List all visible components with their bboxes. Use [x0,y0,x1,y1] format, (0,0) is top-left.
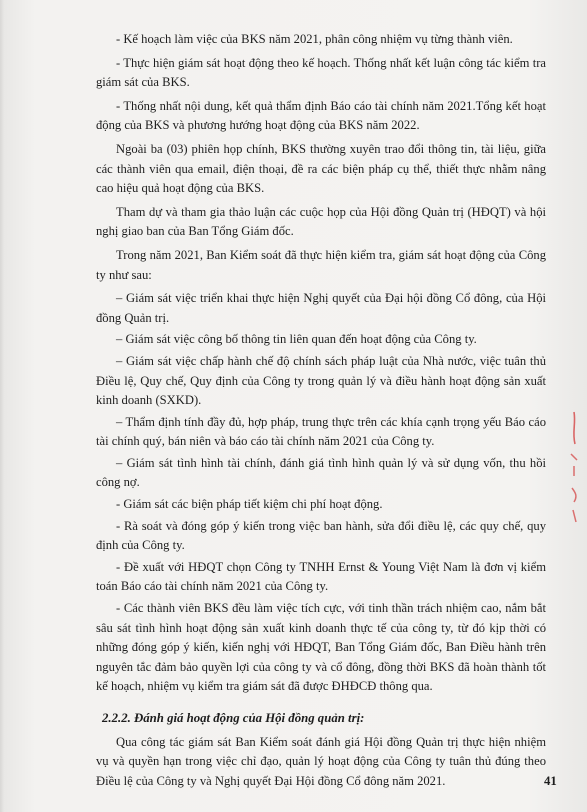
red-stamp-mark [566,410,584,530]
paragraph: Ngoài ba (03) phiên họp chính, BKS thường xuyên trao đổi thông tin, tài liệu, giữa các thành viên qua email, điện thoại, đề ra các biện pháp cụ thể, thiết thực nhằm nâng cao hiệu quả hoạt động của BKS. [96,141,546,196]
paragraph: - Giám sát các biện pháp tiết kiệm chi phí hoạt động. [116,497,383,512]
paragraph: – Giám sát tình hình tài chính, đánh giá tình hình quản lý và sử dụng vốn, thu hồi công nợ. [96,455,546,490]
section-heading: 2.2.2. Đánh giá hoạt động của Hội đồng quản trị: [102,711,365,725]
paragraph: - Thực hiện giám sát hoạt động theo kế hoạch. Thống nhất kết luận công tác kiểm tra giám sát của BKS. [96,55,546,90]
paragraph: - Các thành viên BKS đều làm việc tích cực, với tinh thần trách nhiệm cao, nắm bắt sâu sát tình hình hoạt động sản xuất kinh doanh thực tế của công ty, từ đó kịp thời có những đóng góp ý kiến, kiến nghị với HĐQT, Ban Tổng Giám đốc, Ban Điều hành trên nguyên tắc đảm bảo quyền lợi của công ty và cổ đông, đồng thời BKS đã hoàn thành tốt kế hoạch, nhiệm vụ kiểm tra giám sát đã được ĐHĐCĐ thông qua. [96,601,546,694]
page-number: 41 [544,774,557,788]
paragraph: – Giám sát việc công bố thông tin liên quan đến hoạt động của Công ty. [116,332,477,347]
paragraph: – Giám sát việc chấp hành chế độ chính sách pháp luật của Nhà nước, việc tuân thủ Điều lệ, Quy chế, Quy định của Công ty trong quản lý và điều hành hoạt động sản xuất kinh doanh (SXKD). [96,353,546,408]
paragraph: – Giám sát việc triển khai thực hiện Nghị quyết của Đại hội đồng Cổ đông, của Hội đồng Quản trị. [96,291,546,325]
paragraph: - Thống nhất nội dung, kết quả thẩm định Báo cáo tài chính năm 2021.Tổng kết hoạt động của BKS và phương hướng hoạt động của BKS năm 2022. [96,98,546,133]
paragraph: Trong năm 2021, Ban Kiểm soát đã thực hiện kiểm tra, giám sát hoạt động của Công ty như sau: [96,247,546,282]
paragraph: – Thẩm định tính đầy đủ, hợp pháp, trung thực trên các khía cạnh trọng yếu Báo cáo tài chính quý, bán niên và báo cáo tài chính năm 2021 của Công ty. [96,414,546,449]
paragraph: - Kế hoạch làm việc của BKS năm 2021, phân công nhiệm vụ từng thành viên. [116,32,513,46]
paragraph: Tham dự và tham gia thảo luận các cuộc họp của Hội đồng Quản trị (HĐQT) và hội nghị giao ban của Ban Tổng Giám đốc. [96,204,546,239]
page-body [96,30,546,795]
section-paragraph: Qua công tác giám sát Ban Kiểm soát đánh giá Hội đồng Quản trị thực hiện nhiệm vụ và quyền hạn trong việc chỉ đạo, quản lý hoạt động của Công ty tuân thủ đúng theo Điều lệ của Công ty và Nghị quyết Đại Hội đồng Cổ đông năm 2021. [96,734,546,788]
binding-shadow [0,0,4,812]
stamp-icon [566,410,584,530]
paragraph: - Đề xuất với HĐQT chọn Công ty TNHH Ernst & Young Việt Nam là đơn vị kiểm toán Báo cáo tài chính năm 2021 của Công ty. [96,559,546,594]
paragraph: - Rà soát và đóng góp ý kiến trong việc ban hành, sửa đổi điều lệ, các quy chế, quy định của Công ty. [96,518,546,553]
